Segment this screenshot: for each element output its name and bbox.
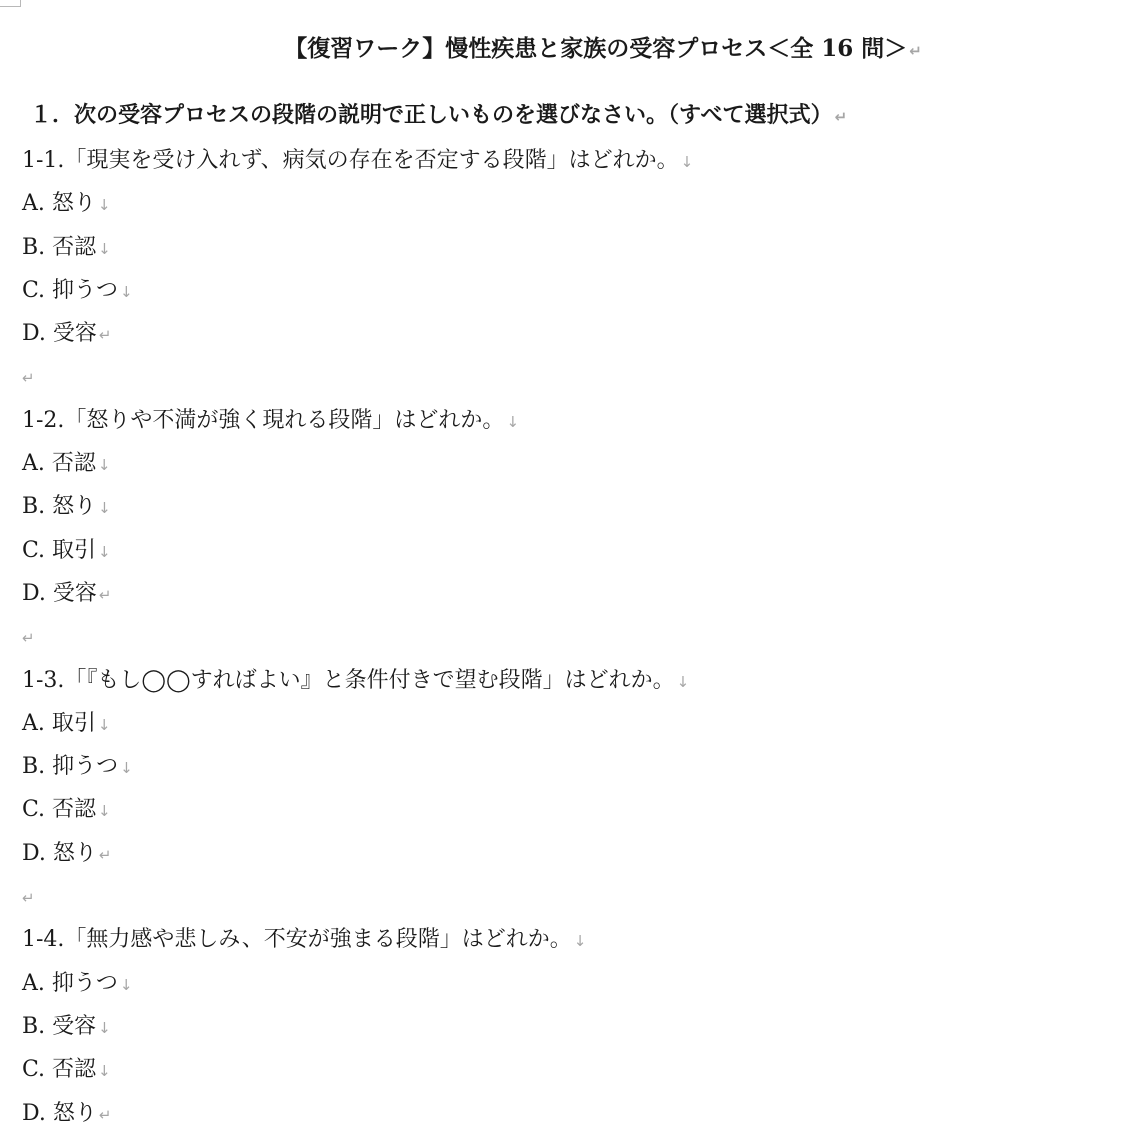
answer-option: C. 取引 ↓ [22,537,111,563]
answer-option: B. 怒り ↓ [22,494,111,520]
answer-option: A. 否認 ↓ [22,451,111,477]
line-break-mark-icon: ↓ [98,1018,111,1037]
line-break-mark-icon: ↓ [98,239,111,258]
line-break-mark-icon: ↓ [680,153,694,171]
empty-paragraph [22,615,1122,658]
answer-option: D. 受容 ↵ [22,580,112,606]
paragraph-mark-icon: ↵ [909,42,922,60]
line-break-mark-icon: ↓ [120,282,133,301]
paragraph-mark-icon: ↵ [98,585,112,604]
line-break-mark-icon: ↓ [98,802,111,821]
line-break-mark-icon: ↓ [98,499,111,518]
answer-option: A. 怒り ↓ [22,191,111,217]
empty-paragraph [22,875,1122,918]
line-break-mark-icon: ↓ [97,715,111,734]
answer-option: B. 抑うつ ↓ [22,754,133,780]
line-break-mark-icon: ↓ [98,1062,111,1081]
title-text: 【復習ワーク】慢性疾患と家族の受容プロセス＜全 16 問＞ [284,35,908,62]
question-text: 1-2.「怒りや不満が強く現れる段階」はどれか。 ↓ [22,407,520,433]
answer-option: D. 怒り ↵ [22,1100,112,1126]
answer-option: C. 否認 ↓ [22,797,111,823]
line-break-mark-icon: ↓ [573,932,587,951]
line-break-mark-icon: ↓ [119,975,133,994]
answer-option: A. 抑うつ ↓ [22,970,133,996]
answer-option: B. 否認 ↓ [22,234,111,260]
answer-option: C. 抑うつ ↓ [22,277,133,303]
question-text: 1-3.「『もし◯◯すればよい』と条件付きで望む段階」はどれか。 ↓ [22,667,690,693]
empty-paragraph [22,355,1122,398]
paragraph-mark-icon: ↵ [98,845,112,864]
line-break-mark-icon: ↓ [120,759,133,778]
answer-option: C. 否認 ↓ [22,1057,111,1083]
paragraph-mark-icon: ↵ [98,326,112,345]
line-break-mark-icon: ↓ [97,456,111,475]
question-text: 1-1.「現実を受け入れず、病気の存在を否定する段階」はどれか。 ↓ [22,148,694,173]
section-heading-text: １．次の受容プロセスの段階の説明で正しいものを選びなさい。（すべて選択式） [30,102,833,128]
document-title [0,30,1146,70]
section-heading [30,96,847,136]
page-corner-mark [0,0,21,7]
paragraph-mark-icon: ↵ [834,108,848,126]
answer-option: D. 怒り ↵ [22,840,112,866]
line-break-mark-icon: ↓ [98,542,111,561]
paragraph-mark-icon: ↵ [22,369,35,388]
paragraph-mark-icon: ↵ [22,889,35,908]
question-text: 1-4.「無力感や悲しみ、不安が強まる段階」はどれか。 ↓ [22,927,587,953]
answer-option: B. 受容 ↓ [22,1013,111,1039]
paragraph-mark-icon: ↵ [98,1105,112,1124]
answer-option: A. 取引 ↓ [22,710,111,736]
line-break-mark-icon: ↓ [97,196,111,215]
paragraph-mark-icon: ↵ [22,629,35,648]
line-break-mark-icon: ↓ [506,412,520,431]
answer-option: D. 受容 ↵ [22,321,112,347]
line-break-mark-icon: ↓ [676,672,690,691]
question-list [22,139,1122,1135]
